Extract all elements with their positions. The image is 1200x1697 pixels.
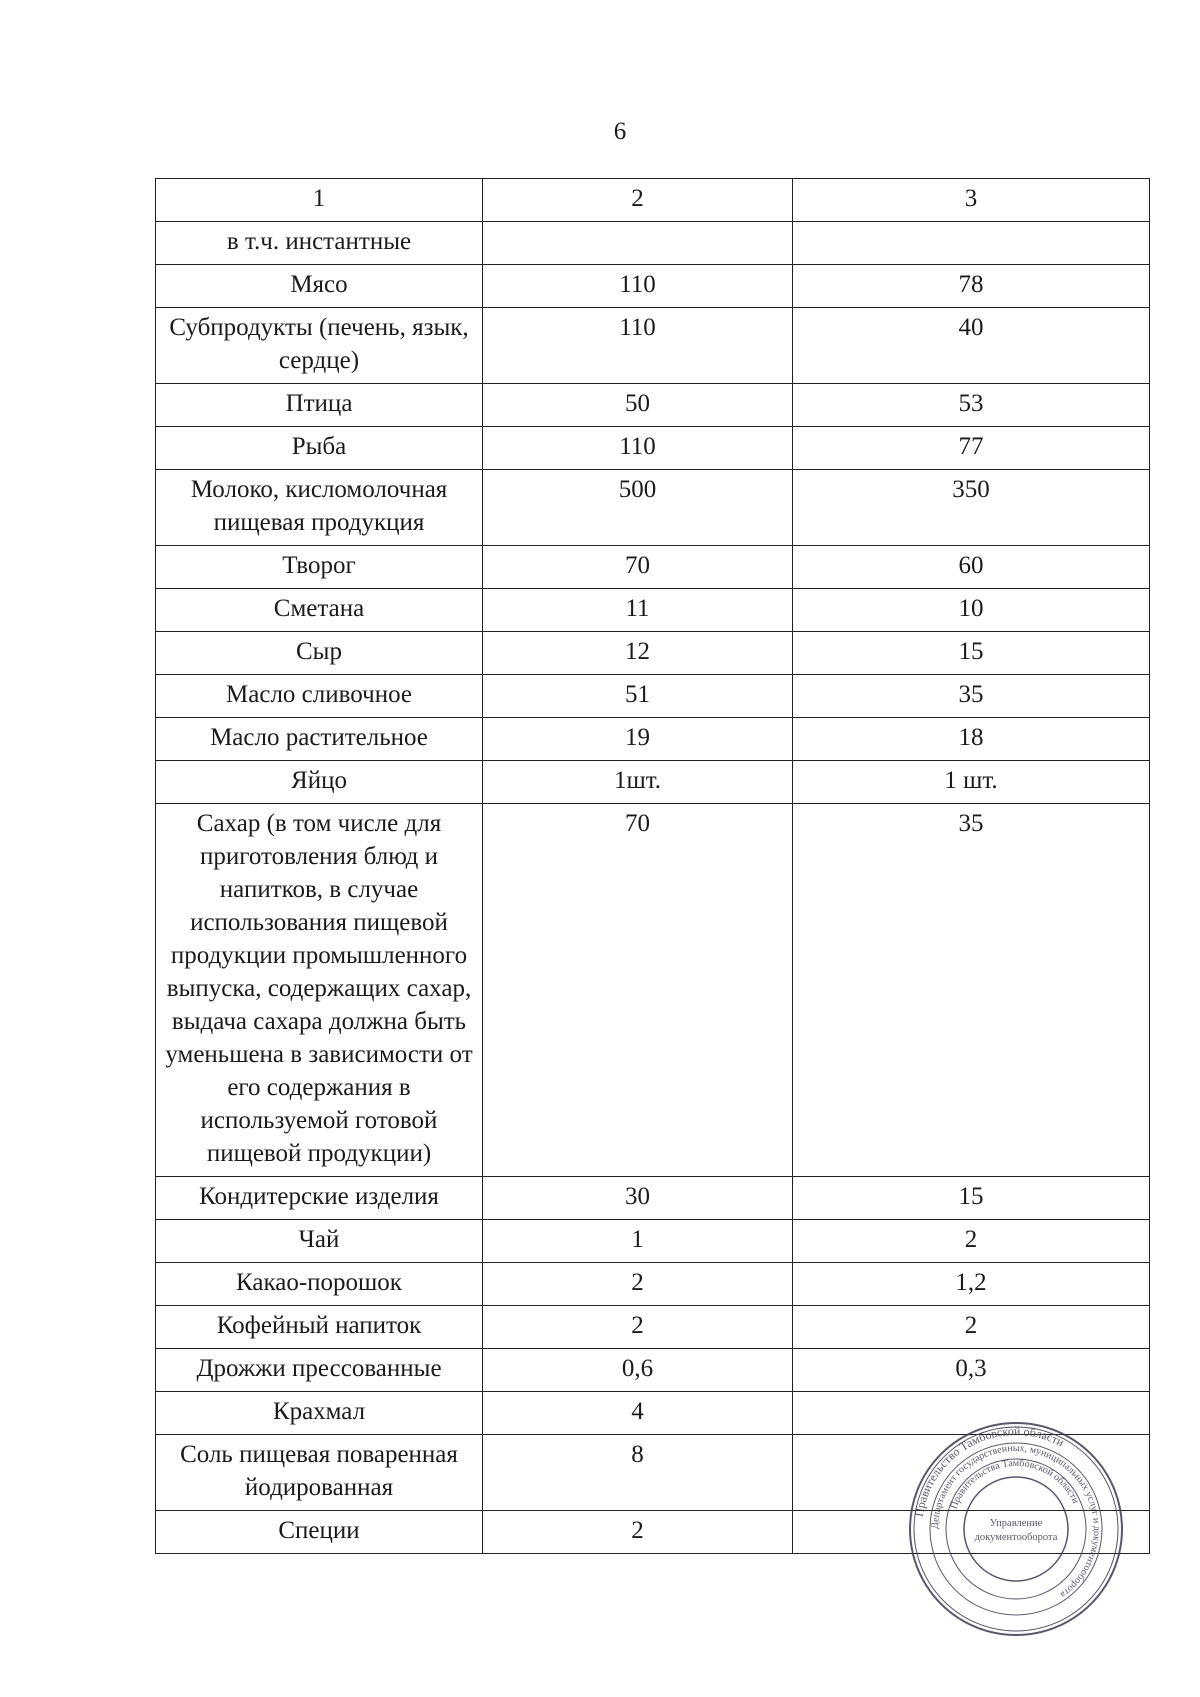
value-cell-col2: 2	[483, 1511, 793, 1554]
product-name-cell: Мясо	[156, 265, 483, 308]
value-cell-col3: 10	[793, 589, 1150, 632]
value-cell-col2: 2	[483, 1263, 793, 1306]
value-cell-col3: 350	[793, 470, 1150, 546]
table-row	[156, 589, 1150, 632]
table-row	[156, 546, 1150, 589]
value-cell-col2: 110	[483, 265, 793, 308]
value-cell-col2: 110	[483, 308, 793, 384]
table-row	[156, 470, 1150, 546]
table-row	[156, 265, 1150, 308]
product-name-cell: Масло растительное	[156, 718, 483, 761]
product-name-cell: Кофейный напиток	[156, 1306, 483, 1349]
stamp-outer-ring-text: Правительство Тамбовской области	[911, 1423, 1067, 1518]
stamp-center-line-1: Управление	[989, 1518, 1043, 1529]
value-cell-col3: 77	[793, 427, 1150, 470]
value-cell-col3: 1,2	[793, 1263, 1150, 1306]
food-norms-table	[155, 178, 1150, 1554]
stamp-inner-ring-text: Правительства Тамбовской области	[948, 1457, 1082, 1511]
value-cell-col3: 1 шт.	[793, 761, 1150, 804]
product-name-cell: Дрожжи прессованные	[156, 1349, 483, 1392]
product-name-cell: Сметана	[156, 589, 483, 632]
value-cell-col2: 12	[483, 632, 793, 675]
product-name-cell: Творог	[156, 546, 483, 589]
header-cell-3: 3	[793, 179, 1150, 222]
value-cell-col3: 0,3	[793, 1349, 1150, 1392]
table-row	[156, 1306, 1150, 1349]
product-name-cell: Кондитерские изделия	[156, 1177, 483, 1220]
table-row	[156, 675, 1150, 718]
table-row	[156, 718, 1150, 761]
table-row	[156, 427, 1150, 470]
value-cell-col3: 2	[793, 1306, 1150, 1349]
table-row	[156, 384, 1150, 427]
value-cell-col2: 4	[483, 1392, 793, 1435]
value-cell-col3: 60	[793, 546, 1150, 589]
table-row	[156, 222, 1150, 265]
header-cell-1: 1	[156, 179, 483, 222]
product-name-cell: Птица	[156, 384, 483, 427]
value-cell-col2	[483, 222, 793, 265]
product-name-cell: Чай	[156, 1220, 483, 1263]
table-row	[156, 1220, 1150, 1263]
value-cell-col3: 15	[793, 632, 1150, 675]
official-seal-stamp	[906, 1419, 1126, 1639]
value-cell-col3	[793, 222, 1150, 265]
table-header-row	[156, 179, 1150, 222]
table-row	[156, 804, 1150, 1177]
table-row	[156, 1263, 1150, 1306]
value-cell-col2: 70	[483, 804, 793, 1177]
value-cell-col3: 18	[793, 718, 1150, 761]
value-cell-col3: 40	[793, 308, 1150, 384]
value-cell-col2: 30	[483, 1177, 793, 1220]
product-name-cell: Яйцо	[156, 761, 483, 804]
value-cell-col2: 70	[483, 546, 793, 589]
value-cell-col2: 51	[483, 675, 793, 718]
product-name-cell: Специи	[156, 1511, 483, 1554]
value-cell-col2: 19	[483, 718, 793, 761]
product-name-cell: Сыр	[156, 632, 483, 675]
table-row	[156, 632, 1150, 675]
product-name-cell: Молоко, кисломолочная пищевая продукция	[156, 470, 483, 546]
value-cell-col2: 8	[483, 1435, 793, 1511]
product-name-cell: Какао-порошок	[156, 1263, 483, 1306]
table-row	[156, 761, 1150, 804]
stamp-middle-ring-text: Департамент государственных, муниципальных услуг и документооборота	[929, 1442, 1103, 1601]
value-cell-col3: 53	[793, 384, 1150, 427]
table-row	[156, 308, 1150, 384]
value-cell-col3: 35	[793, 675, 1150, 718]
product-name-cell: Масло сливочное	[156, 675, 483, 718]
header-cell-2: 2	[483, 179, 793, 222]
table-row	[156, 1349, 1150, 1392]
value-cell-col2: 0,6	[483, 1349, 793, 1392]
value-cell-col2: 1шт.	[483, 761, 793, 804]
product-name-cell: Сахар (в том числе для приготовления блюд и напитков, в случае использования пищевой продукции промышленного выпуска, содержащих сахар, выдача сахара должна быть уменьшена в зависимости от его содержания в используемой готовой пищевой продукции)	[156, 804, 483, 1177]
product-name-cell: в т.ч. инстантные	[156, 222, 483, 265]
value-cell-col3: 35	[793, 804, 1150, 1177]
value-cell-col2: 11	[483, 589, 793, 632]
product-name-cell: Соль пищевая поваренная йодированная	[156, 1435, 483, 1511]
value-cell-col2: 2	[483, 1306, 793, 1349]
page-number: 6	[613, 118, 627, 145]
value-cell-col2: 500	[483, 470, 793, 546]
value-cell-col3: 2	[793, 1220, 1150, 1263]
value-cell-col2: 110	[483, 427, 793, 470]
product-name-cell: Субпродукты (печень, язык, сердце)	[156, 308, 483, 384]
stamp-center-line-2: документооборота	[974, 1532, 1058, 1543]
product-name-cell: Крахмал	[156, 1392, 483, 1435]
value-cell-col2: 50	[483, 384, 793, 427]
value-cell-col3: 15	[793, 1177, 1150, 1220]
value-cell-col2: 1	[483, 1220, 793, 1263]
product-name-cell: Рыба	[156, 427, 483, 470]
table-row	[156, 1177, 1150, 1220]
value-cell-col3: 78	[793, 265, 1150, 308]
